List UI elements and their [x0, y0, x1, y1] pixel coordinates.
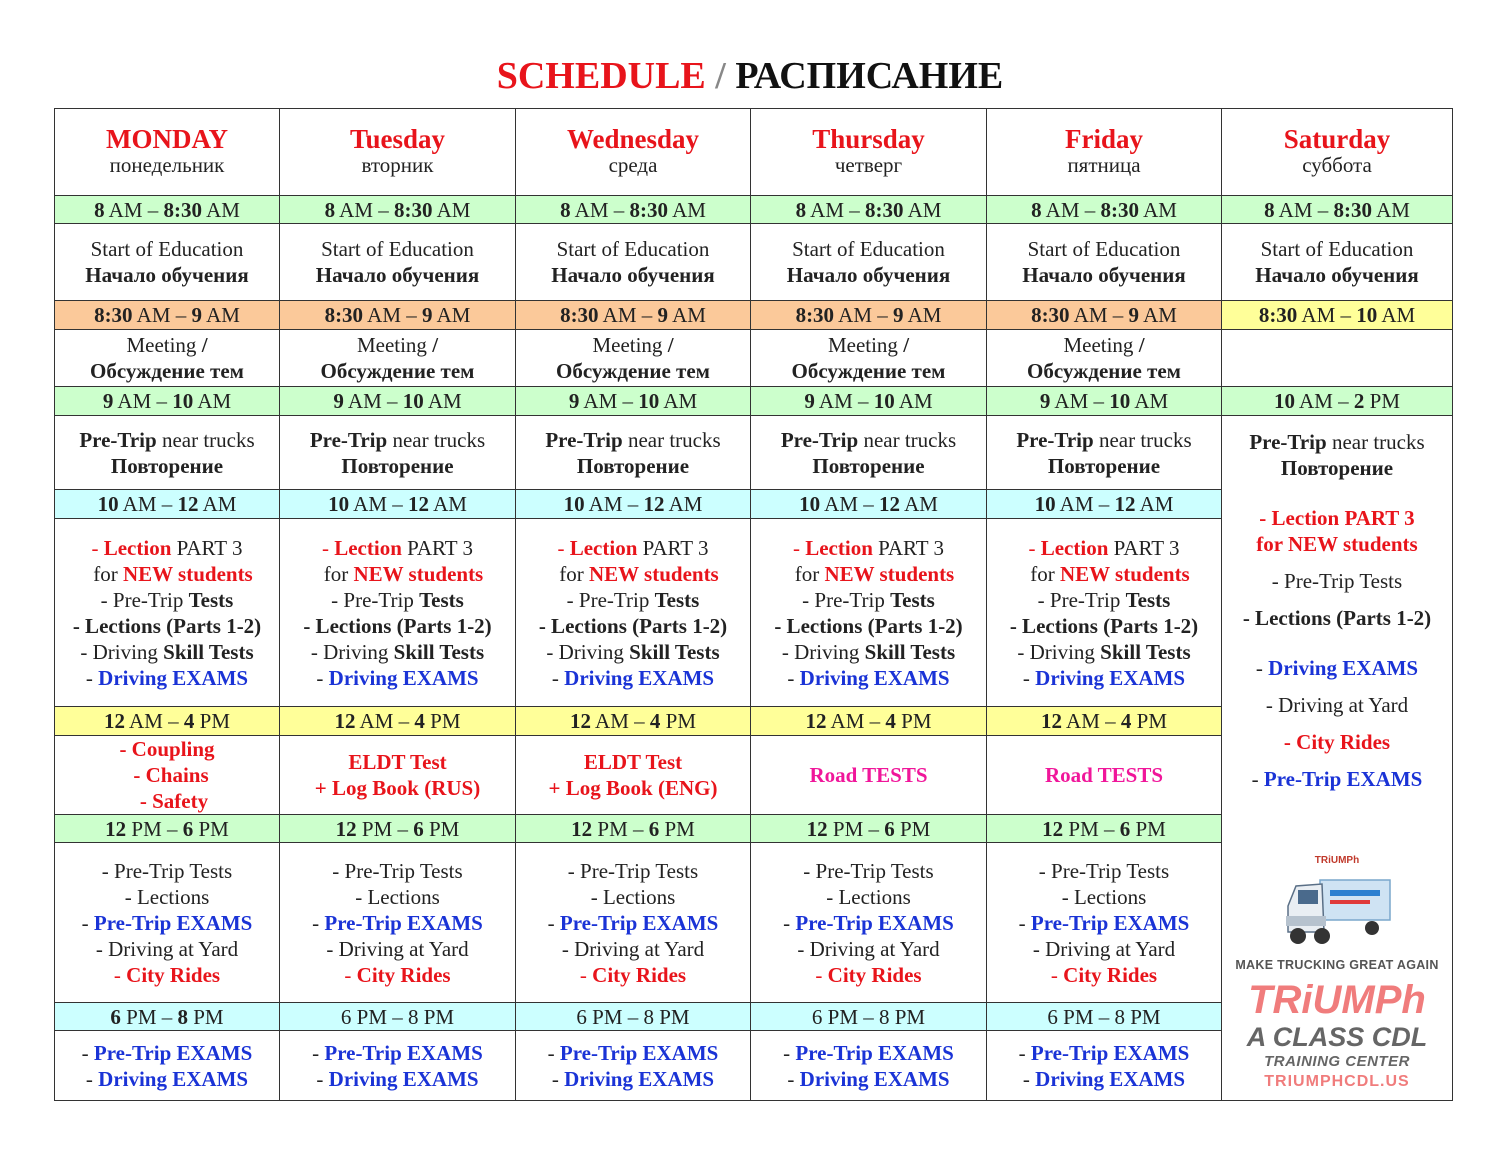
activity-cell: Pre-Trip near trucks Повторение [55, 416, 280, 490]
time-slot: 12 AM – 4 PM [987, 707, 1222, 736]
activity-cell: Start of Education Начало обучения [55, 224, 280, 301]
time-slot: 8:30 AM – 9 AM [751, 301, 987, 330]
activity-row-meeting [55, 330, 1453, 387]
time-slot: 12 PM – 6 PM [987, 815, 1222, 843]
activity-cell: - Lection PART 3 for NEW students - Pre-Trip Tests - Lections (Parts 1-2) - Driving Skill Tests - Driving EXAMS [55, 519, 280, 707]
time-slot: 8:30 AM – 9 AM [280, 301, 516, 330]
activity-cell: Meeting / Обсуждение тем [55, 330, 280, 387]
activity-cell: - Pre-Trip Tests - Lections - Pre-Trip EXAMS - Driving at Yard - City Rides [280, 843, 516, 1003]
time-slot: 10 AM – 12 AM [280, 490, 516, 519]
activity-cell: - Pre-Trip Tests - Lections - Pre-Trip EXAMS - Driving at Yard - City Rides [987, 843, 1222, 1003]
activity-cell: - Lection PART 3 for NEW students - Pre-Trip Tests - Lections (Parts 1-2) - Driving Skill Tests - Driving EXAMS [751, 519, 987, 707]
time-slot: 12 PM – 6 PM [751, 815, 987, 843]
time-slot: 9 AM – 10 AM [280, 387, 516, 416]
time-slot: 6 PM – 8 PM [280, 1003, 516, 1031]
activity-cell: Road TESTS [987, 736, 1222, 815]
time-slot: 8:30 AM – 9 AM [987, 301, 1222, 330]
time-slot: 12 PM – 6 PM [516, 815, 751, 843]
activity-cell: Start of Education Начало обучения [987, 224, 1222, 301]
time-slot: 8 AM – 8:30 AM [1222, 196, 1453, 224]
time-slot: 12 AM – 4 PM [516, 707, 751, 736]
activity-cell: - Lection PART 3 for NEW students - Pre-Trip Tests - Lections (Parts 1-2) - Driving Skill Tests - Driving EXAMS [987, 519, 1222, 707]
time-slot: 9 AM – 10 AM [55, 387, 280, 416]
activity-row-pretrip [55, 416, 1453, 490]
activity-cell: Start of Education Начало обучения [280, 224, 516, 301]
time-slot: 8 AM – 8:30 AM [987, 196, 1222, 224]
activity-cell: - Pre-Trip Tests - Lections - Pre-Trip EXAMS - Driving at Yard - City Rides [751, 843, 987, 1003]
empty-cell [1222, 330, 1453, 387]
page-title: SCHEDULE / РАСПИСАНИЕ [496, 55, 1004, 97]
time-row-830am [55, 301, 1453, 330]
day-header-thursday: Thursday четверг [751, 109, 987, 196]
activity-cell: Road TESTS [751, 736, 987, 815]
time-slot: 12 PM – 6 PM [280, 815, 516, 843]
activity-cell: ELDT Test + Log Book (ENG) [516, 736, 751, 815]
time-slot: 12 PM – 6 PM [55, 815, 280, 843]
time-slot: 12 AM – 4 PM [55, 707, 280, 736]
saturday-column: Pre-Trip near trucks Повторение - Lection PART 3 for NEW students - Pre-Trip Tests - Lections (Parts 1-2) - Driving EXAMS - Driving at Yard - City Rides - Pre-Trip EXAMS TRiUMPh MAKE TRUCKING GREAT AGAIN TRiUMPh A CLASS CDL TRAINING CENTER TRIUMPHCDL.US [1222, 416, 1453, 1101]
time-slot: 10 AM – 12 AM [751, 490, 987, 519]
time-slot: 8:30 AM – 9 AM [516, 301, 751, 330]
time-slot: 12 AM – 4 PM [280, 707, 516, 736]
time-slot: 8:30 AM – 10 AM [1222, 301, 1453, 330]
activity-cell: - Pre-Trip Tests - Lections - Pre-Trip EXAMS - Driving at Yard - City Rides [55, 843, 280, 1003]
truck-icon [1282, 876, 1392, 950]
activity-cell: - Pre-Trip EXAMS - Driving EXAMS [280, 1031, 516, 1101]
time-slot: 8 AM – 8:30 AM [516, 196, 751, 224]
time-slot: 10 AM – 2 PM [1222, 387, 1453, 416]
activity-cell: Start of Education Начало обучения [751, 224, 987, 301]
time-slot: 10 AM – 12 AM [987, 490, 1222, 519]
activity-cell: - Lection PART 3 for NEW students - Pre-Trip Tests - Lections (Parts 1-2) - Driving Skill Tests - Driving EXAMS [280, 519, 516, 707]
day-header-tuesday: Tuesday вторник [280, 109, 516, 196]
time-slot: 10 AM – 12 AM [55, 490, 280, 519]
activity-cell: Meeting / Обсуждение тем [280, 330, 516, 387]
day-header-friday: Friday пятница [987, 109, 1222, 196]
triumph-logo: TRiUMPh MAKE TRUCKING GREAT AGAIN TRiUMPh A CLASS CDL TRAINING CENTER TRIUMPHCDL.US [1235, 854, 1439, 1090]
activity-cell: ELDT Test + Log Book (RUS) [280, 736, 516, 815]
activity-cell: - Lection PART 3 for NEW students - Pre-Trip Tests - Lections (Parts 1-2) - Driving Skill Tests - Driving EXAMS [516, 519, 751, 707]
time-slot: 6 PM – 8 PM [751, 1003, 987, 1031]
activity-cell: Meeting / Обсуждение тем [987, 330, 1222, 387]
time-slot: 8:30 AM – 9 AM [55, 301, 280, 330]
time-slot: 8 AM – 8:30 AM [751, 196, 987, 224]
day-header-wednesday: Wednesday среда [516, 109, 751, 196]
activity-cell: Pre-Trip near trucks Повторение [516, 416, 751, 490]
activity-cell: Start of Education Начало обучения [516, 224, 751, 301]
time-slot: 10 AM – 12 AM [516, 490, 751, 519]
activity-cell: Start of Education Начало обучения [1222, 224, 1453, 301]
activity-cell: Meeting / Обсуждение тем [516, 330, 751, 387]
activity-cell: Pre-Trip near trucks Повторение [987, 416, 1222, 490]
activity-cell: Meeting / Обсуждение тем [751, 330, 987, 387]
time-row-8am [55, 196, 1453, 224]
day-header-saturday: Saturday суббота [1222, 109, 1453, 196]
time-slot: 8 AM – 8:30 AM [280, 196, 516, 224]
time-slot: 6 PM – 8 PM [55, 1003, 280, 1031]
activity-cell: - Pre-Trip Tests - Lections - Pre-Trip EXAMS - Driving at Yard - City Rides [516, 843, 751, 1003]
time-row-9am [55, 387, 1453, 416]
activity-cell: Pre-Trip near trucks Повторение [751, 416, 987, 490]
time-slot: 9 AM – 10 AM [987, 387, 1222, 416]
time-slot: 9 AM – 10 AM [751, 387, 987, 416]
activity-row-start [55, 224, 1453, 301]
activity-cell: - Pre-Trip EXAMS - Driving EXAMS [987, 1031, 1222, 1101]
time-slot: 9 AM – 10 AM [516, 387, 751, 416]
day-header-row [55, 109, 1453, 196]
time-slot: 6 PM – 8 PM [987, 1003, 1222, 1031]
time-slot: 6 PM – 8 PM [516, 1003, 751, 1031]
activity-cell: - Pre-Trip EXAMS - Driving EXAMS [516, 1031, 751, 1101]
activity-cell: Pre-Trip near trucks Повторение [280, 416, 516, 490]
activity-cell: - Pre-Trip EXAMS - Driving EXAMS [751, 1031, 987, 1101]
activity-cell: - Coupling - Chains - Safety [55, 736, 280, 815]
day-header-monday: MONDAY понедельник [55, 109, 280, 196]
time-slot: 12 AM – 4 PM [751, 707, 987, 736]
schedule-table [54, 108, 1453, 1101]
activity-cell: - Pre-Trip EXAMS - Driving EXAMS [55, 1031, 280, 1101]
time-slot: 8 AM – 8:30 AM [55, 196, 280, 224]
